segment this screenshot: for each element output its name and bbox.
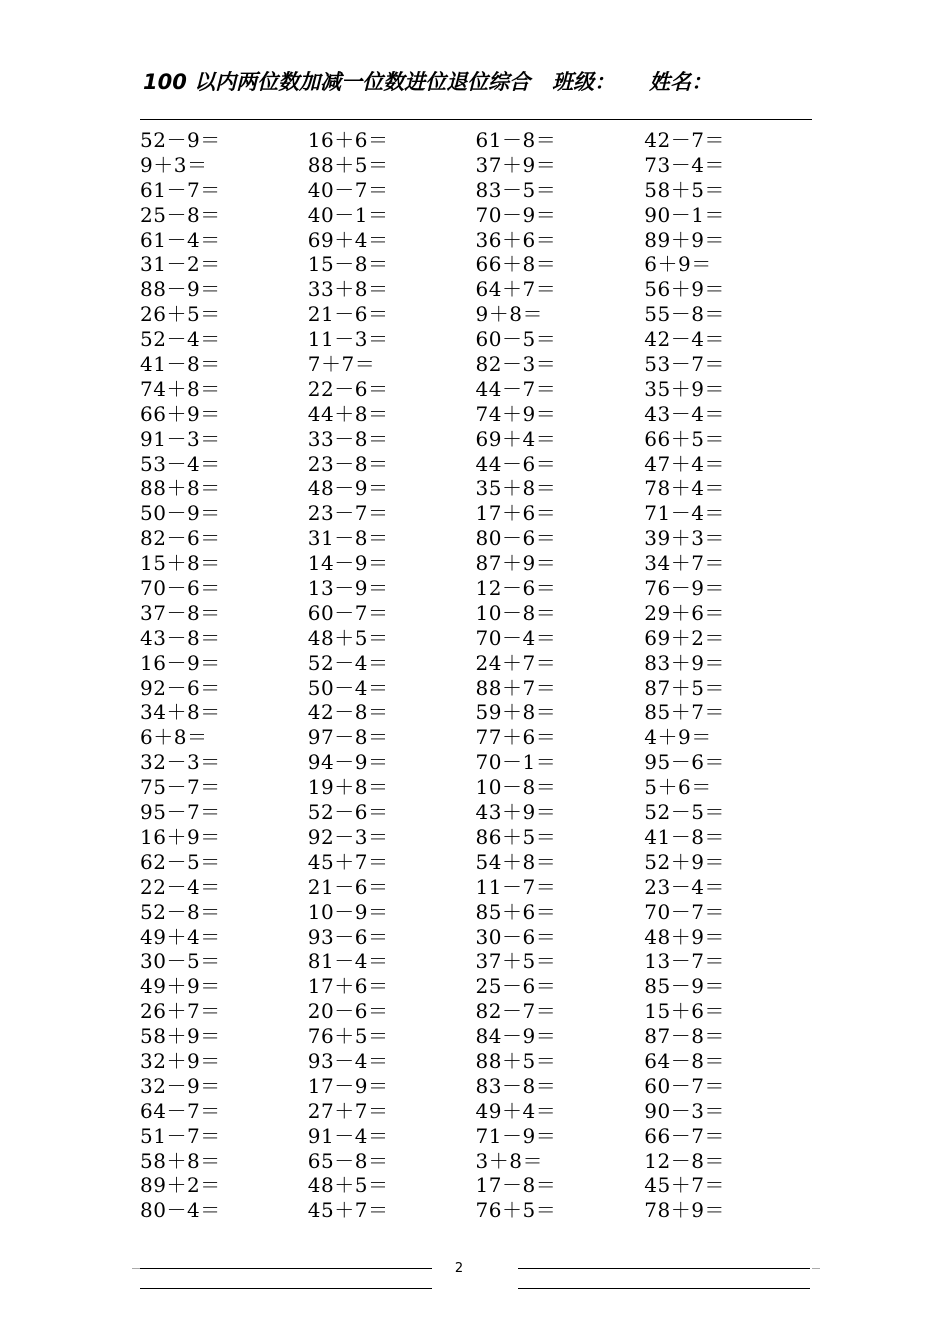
problem-cell: 37＋9＝ [475,152,557,177]
problem-cell: 92－3＝ [307,824,389,849]
problem-cell: 35＋9＝ [644,376,725,401]
problem-cell: 45＋7＝ [644,1173,725,1198]
problem-cell: 81－4＝ [307,949,389,974]
problem-cell: 15－8＝ [307,252,389,277]
problem-row [140,999,812,1024]
problem-cell: 23－7＝ [307,501,389,526]
problem-row [140,700,812,725]
problem-row [140,228,812,253]
problem-row [140,352,812,377]
problem-cell: 23－8＝ [307,451,389,476]
problem-row [140,551,812,576]
problem-cell: 60－7＝ [307,600,389,625]
problem-cell: 88＋5＝ [475,1048,557,1073]
problem-row [140,1124,812,1149]
name-label: 姓名： [649,70,713,94]
problem-cell: 76－9＝ [644,576,725,601]
problem-cell: 41－8＝ [140,352,221,377]
problem-cell: 66＋9＝ [140,401,221,426]
problem-cell: 74＋8＝ [140,376,221,401]
problem-cell: 85－9＝ [644,974,725,999]
problem-cell: 69＋4＝ [307,227,389,252]
problem-cell: 60－7＝ [644,1073,725,1098]
problem-row [140,974,812,999]
problem-cell: 10－8＝ [475,600,557,625]
problem-cell: 25－8＝ [140,202,221,227]
problem-cell: 11－7＝ [475,874,557,899]
problem-cell: 93－4＝ [307,1048,389,1073]
problem-cell: 52－6＝ [307,800,389,825]
problem-cell: 22－4＝ [140,874,221,899]
problem-row [140,800,812,825]
problem-cell: 31－8＝ [307,526,389,551]
problem-cell: 61－4＝ [140,227,221,252]
problem-cell: 40－1＝ [307,202,389,227]
problem-cell: 45＋7＝ [307,1198,389,1223]
problem-cell: 87＋9＝ [475,551,557,576]
problem-row [140,775,812,800]
problem-cell: 29＋6＝ [644,600,725,625]
problem-row [140,576,812,601]
problem-cell: 86＋5＝ [475,824,557,849]
problem-cell: 82－7＝ [475,999,557,1024]
problem-cell: 90－3＝ [644,1098,725,1123]
problem-cell: 48＋5＝ [307,1173,389,1198]
problem-cell: 73－4＝ [644,152,725,177]
problem-cell: 10－9＝ [307,899,389,924]
problem-cell: 43＋9＝ [475,800,557,825]
problem-cell: 80－6＝ [475,526,557,551]
problem-row [140,1149,812,1174]
problem-grid [140,128,812,1223]
problem-cell: 70－1＝ [475,750,557,775]
problem-cell: 27＋7＝ [307,1098,389,1123]
problem-cell: 70－7＝ [644,899,725,924]
problem-cell: 40－7＝ [307,177,389,202]
worksheet-header [143,62,823,102]
problem-cell: 97－8＝ [307,725,389,750]
problem-cell: 95－6＝ [644,750,725,775]
problem-row [140,178,812,203]
problem-cell: 48＋9＝ [644,924,725,949]
problem-cell: 51－7＝ [140,1123,221,1148]
problem-cell: 56＋9＝ [644,277,725,302]
problem-cell: 41－8＝ [644,824,725,849]
problem-cell: 34＋7＝ [644,551,725,576]
footer-tick-left [132,1268,140,1269]
problem-cell: 64－8＝ [644,1048,725,1073]
problem-cell: 7＋7＝ [307,352,376,377]
problem-row [140,875,812,900]
problem-cell: 5＋6＝ [644,775,712,800]
problem-cell: 16－9＝ [140,650,221,675]
problem-row [140,1024,812,1049]
problem-cell: 71－9＝ [475,1123,557,1148]
problem-row [140,1173,812,1198]
problem-cell: 30－6＝ [475,924,557,949]
problem-cell: 95－7＝ [140,800,221,825]
problem-cell: 49＋4＝ [140,924,221,949]
problem-cell: 92－6＝ [140,675,221,700]
problem-cell: 94－9＝ [307,750,389,775]
problem-cell: 44－7＝ [475,376,557,401]
page-number: 2 [454,1261,464,1276]
problem-cell: 85＋6＝ [475,899,557,924]
problem-cell: 12－6＝ [475,576,557,601]
problem-cell: 24＋7＝ [475,650,557,675]
footer-tick-right [812,1268,820,1269]
problem-row [140,128,812,153]
problem-cell: 49＋4＝ [475,1098,557,1123]
problem-row [140,302,812,327]
problem-row [140,327,812,352]
problem-cell: 6＋8＝ [140,725,208,750]
problem-cell: 90－1＝ [644,202,725,227]
problem-cell: 87＋5＝ [644,675,725,700]
class-label: 班级： [552,70,616,94]
problem-cell: 48＋5＝ [307,625,389,650]
problem-cell: 48－9＝ [307,476,389,501]
problem-cell: 83＋9＝ [644,650,725,675]
problem-cell: 33＋8＝ [307,277,389,302]
problem-cell: 80－4＝ [140,1198,221,1223]
problem-row [140,501,812,526]
problem-cell: 84－9＝ [475,1024,557,1049]
problem-cell: 37－8＝ [140,600,221,625]
problem-cell: 44＋8＝ [307,401,389,426]
problem-cell: 16＋6＝ [307,128,389,152]
problem-cell: 64－7＝ [140,1098,221,1123]
problem-cell: 34＋8＝ [140,700,221,725]
header-divider [140,119,812,120]
worksheet-title: 100 以内两位数加减一位数进位退位综合 [143,70,531,94]
problem-cell: 54＋8＝ [475,849,557,874]
problem-cell: 66－7＝ [644,1123,725,1148]
problem-cell: 64＋7＝ [475,277,557,302]
problem-cell: 91－4＝ [307,1123,389,1148]
problem-cell: 89＋2＝ [140,1173,221,1198]
problem-cell: 50－4＝ [307,675,389,700]
problem-row [140,651,812,676]
problem-cell: 42－4＝ [644,327,725,352]
problem-cell: 23－4＝ [644,874,725,899]
problem-cell: 75－7＝ [140,775,221,800]
problem-cell: 21－6＝ [307,874,389,899]
problem-row [140,153,812,178]
problem-cell: 59＋8＝ [475,700,557,725]
problem-row [140,252,812,277]
problem-row [140,402,812,427]
problem-cell: 9＋8＝ [475,302,543,327]
problem-cell: 15＋6＝ [644,999,725,1024]
problem-row [140,1099,812,1124]
problem-row [140,1074,812,1099]
problem-cell: 83－5＝ [475,177,557,202]
problem-cell: 9＋3＝ [140,152,208,177]
problem-cell: 26＋7＝ [140,999,221,1024]
problem-row [140,900,812,925]
problem-cell: 53－7＝ [644,352,725,377]
problem-cell: 14－9＝ [307,551,389,576]
problem-cell: 52－4＝ [140,327,221,352]
problem-cell: 36＋6＝ [475,227,557,252]
problem-row [140,825,812,850]
problem-cell: 52－8＝ [140,899,221,924]
problem-cell: 17＋6＝ [307,974,389,999]
problem-cell: 60－5＝ [475,327,557,352]
problem-cell: 76＋5＝ [475,1198,557,1223]
problem-cell: 22－6＝ [307,376,389,401]
problem-row [140,626,812,651]
problem-cell: 58＋5＝ [644,177,725,202]
problem-cell: 6＋9＝ [644,252,712,277]
problem-cell: 42－8＝ [307,700,389,725]
problem-cell: 55－8＝ [644,302,725,327]
problem-cell: 87－8＝ [644,1024,725,1049]
problem-row [140,427,812,452]
problem-cell: 91－3＝ [140,426,221,451]
problem-cell: 33－8＝ [307,426,389,451]
problem-cell: 4＋9＝ [644,725,712,750]
problem-row [140,526,812,551]
problem-cell: 25－6＝ [475,974,557,999]
problem-cell: 69＋4＝ [475,426,557,451]
problem-cell: 61－8＝ [475,128,557,152]
problem-cell: 21－6＝ [307,302,389,327]
problem-cell: 32－3＝ [140,750,221,775]
problem-cell: 19＋8＝ [307,775,389,800]
problem-cell: 13－9＝ [307,576,389,601]
problem-cell: 45＋7＝ [307,849,389,874]
problem-cell: 32－9＝ [140,1073,221,1098]
problem-row [140,925,812,950]
problem-cell: 83－8＝ [475,1073,557,1098]
problem-cell: 3＋8＝ [475,1148,543,1173]
problem-cell: 52＋9＝ [644,849,725,874]
problem-cell: 66＋5＝ [644,426,725,451]
footer-rule-left-bottom [140,1288,432,1289]
problem-cell: 17＋6＝ [475,501,557,526]
problem-cell: 78＋9＝ [644,1198,725,1223]
problem-cell: 16＋9＝ [140,824,221,849]
problem-row [140,725,812,750]
problem-cell: 30－5＝ [140,949,221,974]
problem-cell: 65－8＝ [307,1148,389,1173]
problem-row [140,377,812,402]
problem-cell: 93－6＝ [307,924,389,949]
problem-cell: 47＋4＝ [644,451,725,476]
problem-cell: 82－3＝ [475,352,557,377]
problem-cell: 69＋2＝ [644,625,725,650]
problem-cell: 66＋8＝ [475,252,557,277]
footer-rule-left-top [140,1268,432,1269]
problem-row [140,949,812,974]
problem-cell: 15＋8＝ [140,551,221,576]
problem-row [140,277,812,302]
problem-row [140,1049,812,1074]
problem-cell: 31－2＝ [140,252,221,277]
problem-cell: 37＋5＝ [475,949,557,974]
problem-cell: 20－6＝ [307,999,389,1024]
problem-cell: 13－7＝ [644,949,725,974]
problem-cell: 17－9＝ [307,1073,389,1098]
problem-cell: 52－5＝ [644,800,725,825]
problem-cell: 52－9＝ [140,128,221,152]
problem-cell: 76＋5＝ [307,1024,389,1049]
problem-cell: 62－5＝ [140,849,221,874]
problem-cell: 88＋5＝ [307,152,389,177]
problem-cell: 35＋8＝ [475,476,557,501]
problem-row [140,1198,812,1223]
problem-cell: 42－7＝ [644,128,725,152]
problem-row [140,850,812,875]
problem-cell: 50－9＝ [140,501,221,526]
problem-cell: 88－9＝ [140,277,221,302]
problem-cell: 70－9＝ [475,202,557,227]
problem-cell: 53－4＝ [140,451,221,476]
problem-cell: 70－4＝ [475,625,557,650]
problem-cell: 89＋9＝ [644,227,725,252]
problem-cell: 77＋6＝ [475,725,557,750]
problem-cell: 82－6＝ [140,526,221,551]
footer-rule-right-top [518,1268,810,1269]
problem-cell: 71－4＝ [644,501,725,526]
problem-cell: 12－8＝ [644,1148,725,1173]
problem-cell: 58＋8＝ [140,1148,221,1173]
problem-cell: 52－4＝ [307,650,389,675]
problem-cell: 78＋4＝ [644,476,725,501]
problem-cell: 49＋9＝ [140,974,221,999]
problem-row [140,750,812,775]
problem-cell: 74＋9＝ [475,401,557,426]
problem-cell: 70－6＝ [140,576,221,601]
problem-cell: 32＋9＝ [140,1048,221,1073]
problem-row [140,676,812,701]
problem-cell: 43－4＝ [644,401,725,426]
problem-cell: 61－7＝ [140,177,221,202]
problem-row [140,476,812,501]
problem-cell: 10－8＝ [475,775,557,800]
problem-cell: 58＋9＝ [140,1024,221,1049]
problem-cell: 88＋8＝ [140,476,221,501]
footer-rule-right-bottom [518,1288,810,1289]
problem-cell: 44－6＝ [475,451,557,476]
problem-cell: 17－8＝ [475,1173,557,1198]
problem-cell: 88＋7＝ [475,675,557,700]
problem-cell: 11－3＝ [307,327,389,352]
problem-row [140,203,812,228]
problem-cell: 43－8＝ [140,625,221,650]
problem-cell: 26＋5＝ [140,302,221,327]
problem-row [140,452,812,477]
problem-cell: 85＋7＝ [644,700,725,725]
problem-row [140,601,812,626]
problem-cell: 39＋3＝ [644,526,725,551]
